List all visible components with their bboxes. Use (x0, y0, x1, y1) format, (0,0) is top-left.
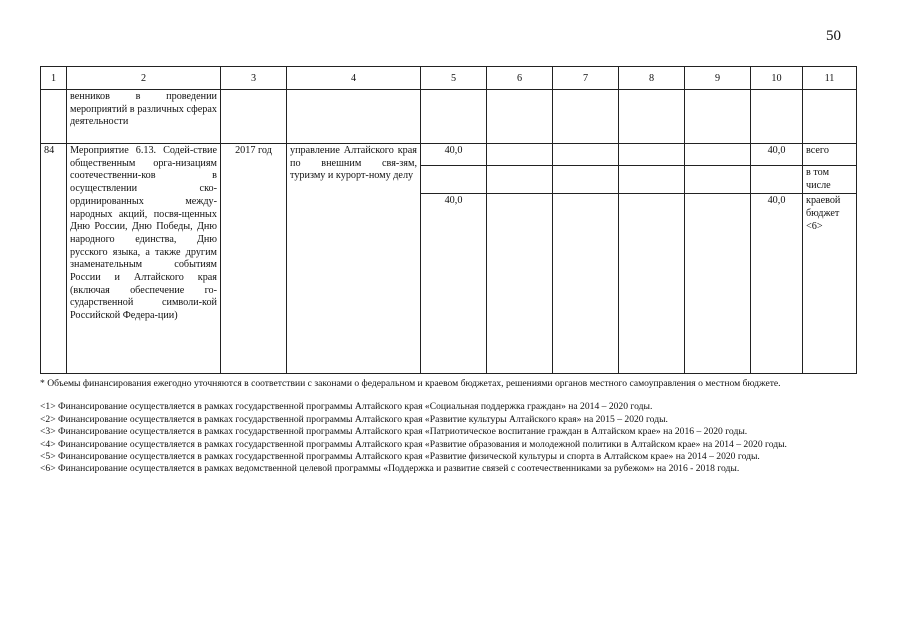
footnote-3: <3> Финансирование осуществляется в рамках государственной программы Алтайского края «Патриотическое воспитание граждан в Алтайском крае» на 2016 – 2020 годы. (40, 426, 748, 438)
measures-table (40, 66, 857, 374)
total-col10: 40,0 (751, 144, 803, 166)
header-cell: 8 (619, 67, 685, 90)
row-number: 84 (41, 144, 67, 374)
footnote-6: <6> Финансирование осуществляется в рамках ведомственной целевой программы «Поддержка и развитие связей с соотечественниками за рубежом» на 2016 - 2018 годы. (40, 463, 740, 475)
header-cell: 11 (803, 67, 857, 90)
continued-measure-text: венников в проведении мероприятий в различных сферах деятельности (67, 90, 221, 144)
header-cell: 3 (221, 67, 287, 90)
header-cell: 9 (685, 67, 751, 90)
measure-executor: управление Алтайского края по внешним свя-зям, туризму и курорт-ному делу (287, 144, 421, 374)
page-number: 50 (826, 28, 841, 44)
header-cell: 6 (487, 67, 553, 90)
measure-name: Мероприятие 6.13. Содей-ствие общественным орга-низациям соотечественни-ков в осуществлении ско-ординированных между-народных акций, посвя-щенных Дню России, Дню Победы, Дню народного единства, Дню русского языка, а также другим знаменательным событиям России и Алтайского края (включая обеспечение го-сударственной символи-кой Российской Федера-ции) (67, 144, 221, 374)
footnotes (40, 378, 854, 476)
header-cell: 7 (553, 67, 619, 90)
header-cell: 4 (287, 67, 421, 90)
total-col5: 40,0 (421, 144, 487, 166)
table-header-row (41, 67, 857, 90)
table-row-continued (41, 90, 857, 144)
footnote-1: <1> Финансирование осуществляется в рамках государственной программы Алтайского края «Социальная поддержка граждан» на 2014 – 2020 годы. (40, 401, 653, 413)
header-cell: 1 (41, 67, 67, 90)
footnote-asterisk: * Объемы финансирования ежегодно уточняются в соответствии с законами о федеральном и краевом бюджетах, решениями органов местного самоуправления о местном бюджете. (40, 378, 781, 389)
budget-label: краевой бюджет <6> (803, 194, 857, 374)
measure-year: 2017 год (221, 144, 287, 374)
including-label: в том числе (803, 166, 857, 194)
header-cell: 10 (751, 67, 803, 90)
budget-col5: 40,0 (421, 194, 487, 374)
total-label: всего (803, 144, 857, 166)
header-cell: 2 (67, 67, 221, 90)
footnote-4: <4> Финансирование осуществляется в рамках государственной программы Алтайского края «Развитие образования и молодежной политики в Алтайском крае» на 2014 – 2020 годы. (40, 438, 787, 450)
budget-col10: 40,0 (751, 194, 803, 374)
header-cell: 5 (421, 67, 487, 90)
table-row-84-total (41, 144, 857, 166)
footnote-5: <5> Финансирование осуществляется в рамках государственной программы Алтайского края «Развитие физической культуры и спорта в Алтайском крае» на 2014 – 2020 годы. (40, 451, 760, 463)
footnote-2: <2> Финансирование осуществляется в рамках государственной программы Алтайского края «Развитие культуры Алтайского края» на 2015 – 2020 годы. (40, 413, 668, 425)
